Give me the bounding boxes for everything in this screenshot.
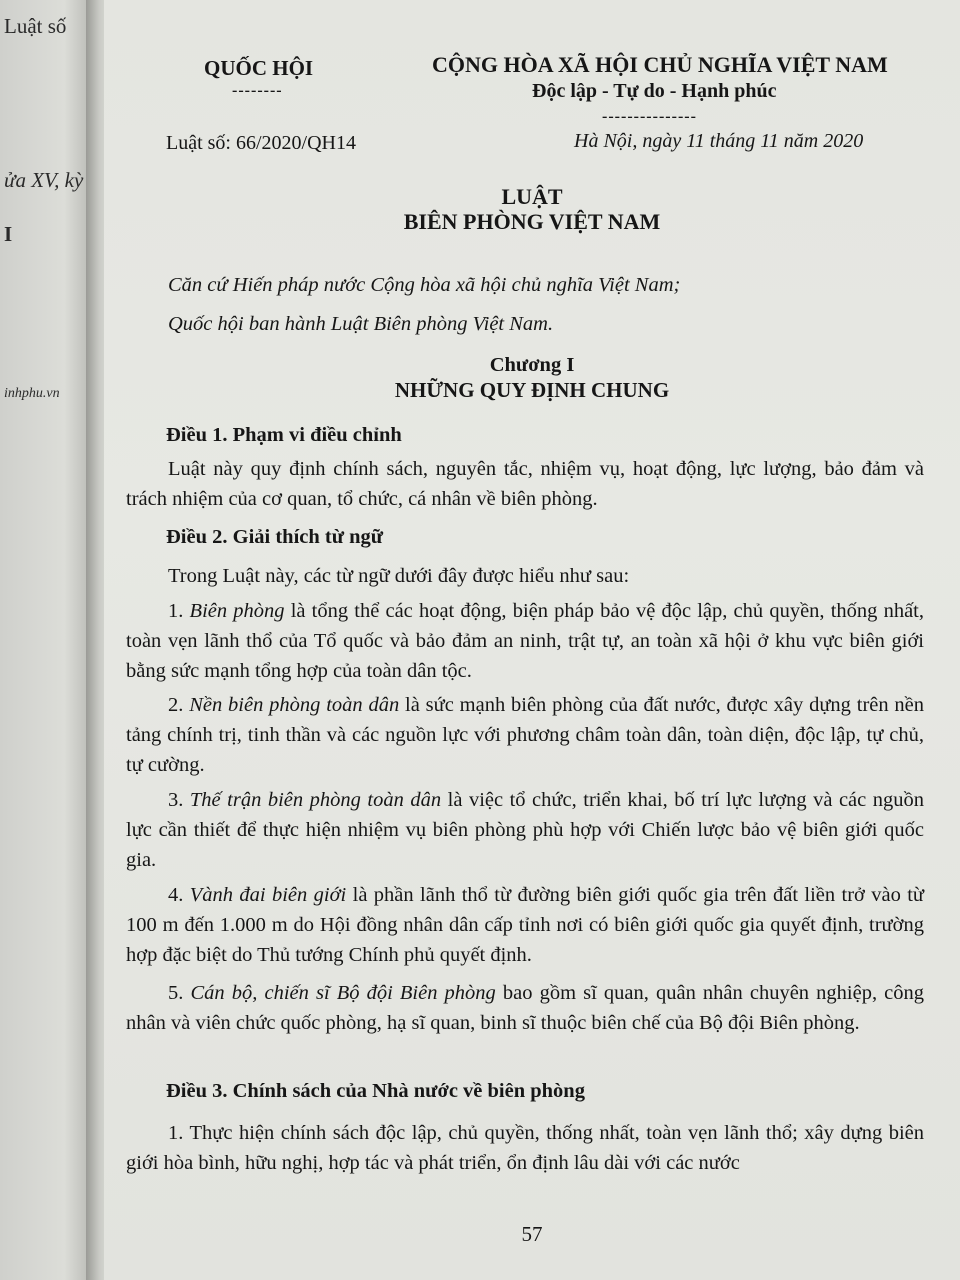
article-3-item-1: 1. Thực hiện chính sách độc lập, chủ quyền, thống nhất, toàn vẹn lãnh thổ; xây dựng biên giới hòa bình, hữu nghị, hợp tác và phát triển, ổn định lâu dài với các nước [126, 1122, 924, 1174]
definition-item: 1. Biên phòng là tổng thể các hoạt động, biện pháp bảo vệ độc lập, chủ quyền, thống nhất, toàn vẹn lãnh thổ của Tổ quốc và bảo đảm an ninh, trật tự, an toàn xã hội ở khu vực biên giới bằng sức mạnh tổng hợp của toàn dân tộc. [126, 600, 924, 682]
article-2-heading: Điều 2. Giải thích từ ngữ [166, 526, 384, 548]
document-type: LUẬT [501, 184, 563, 209]
preamble-line: Căn cứ Hiến pháp nước Cộng hòa xã hội chủ nghĩa Việt Nam; [168, 274, 681, 296]
preamble-line: Quốc hội ban hành Luật Biên phòng Việt Nam. [168, 313, 554, 335]
article-1-text: Luật này quy định chính sách, nguyên tắc, nhiệm vụ, hoạt động, lực lượng, bảo đảm và trách nhiệm của cơ quan, tổ chức, cá nhân về biên phòng. [126, 458, 924, 510]
issuing-organization: QUỐC HỘI [204, 56, 314, 80]
national-motto: Độc lập - Tự do - Hạnh phúc [532, 80, 777, 102]
document-page [104, 0, 960, 1280]
left-page-fragment: ửa XV, kỳ [4, 168, 84, 192]
article-2-intro: Trong Luật này, các từ ngữ dưới đây được hiểu như sau: [168, 565, 630, 587]
left-page-fragment: I [4, 222, 13, 246]
page-number: 57 [521, 1222, 543, 1246]
definition-item: 4. Vành đai biên giới là phần lãnh thổ từ đường biên giới quốc gia trên đất liền trở vào từ 100 m đến 1.000 m do Hội đồng nhân dân cấp tỉnh nơi có biên giới quốc gia quyết định, trường hợp đặc biệt do Thủ tướng Chính phủ quyết định. [126, 884, 925, 966]
definition-item: 2. Nền biên phòng toàn dân là sức mạnh biên phòng của đất nước, được xây dựng trên nền tảng chính trị, tinh thần và các nguồn lực với phương châm toàn dân, toàn diện, độc lập, tự chủ, tự cường. [126, 694, 925, 776]
document-title: BIÊN PHÒNG VIỆT NAM [403, 209, 661, 234]
issue-date: Hà Nội, ngày 11 tháng 11 năm 2020 [574, 130, 864, 152]
law-number: Luật số: 66/2020/QH14 [166, 132, 356, 154]
article-1-heading: Điều 1. Phạm vi điều chỉnh [166, 424, 402, 446]
left-page-fragment: inhphu.vn [4, 386, 60, 401]
definition-item: 3. Thế trận biên phòng toàn dân là việc tổ chức, triển khai, bố trí lực lượng và các nguồn lực cần thiết để thực hiện nhiệm vụ biên phòng phù hợp với Chiến lược bảo vệ biên giới quốc gia. [126, 789, 925, 871]
definition-item: 5. Cán bộ, chiến sĩ Bộ đội Biên phòng bao gồm sĩ quan, quân nhân chuyên nghiệp, công nhân và viên chức quốc phòng, hạ sĩ quan, binh sĩ thuộc biên chế của Bộ đội Biên phòng. [126, 982, 925, 1034]
org-divider: -------- [232, 82, 283, 99]
nation-title: CỘNG HÒA XÃ HỘI CHỦ NGHĨA VIỆT NAM [432, 52, 888, 77]
article-3-heading: Điều 3. Chính sách của Nhà nước về biên phòng [166, 1080, 585, 1102]
chapter-number: Chương I [489, 354, 575, 376]
left-page-fragment: Luật số [4, 14, 67, 38]
left-page-edge [0, 0, 92, 1280]
document-header [104, 52, 960, 172]
motto-divider: --------------- [602, 108, 697, 125]
chapter-title: NHỮNG QUY ĐỊNH CHUNG [394, 378, 670, 402]
